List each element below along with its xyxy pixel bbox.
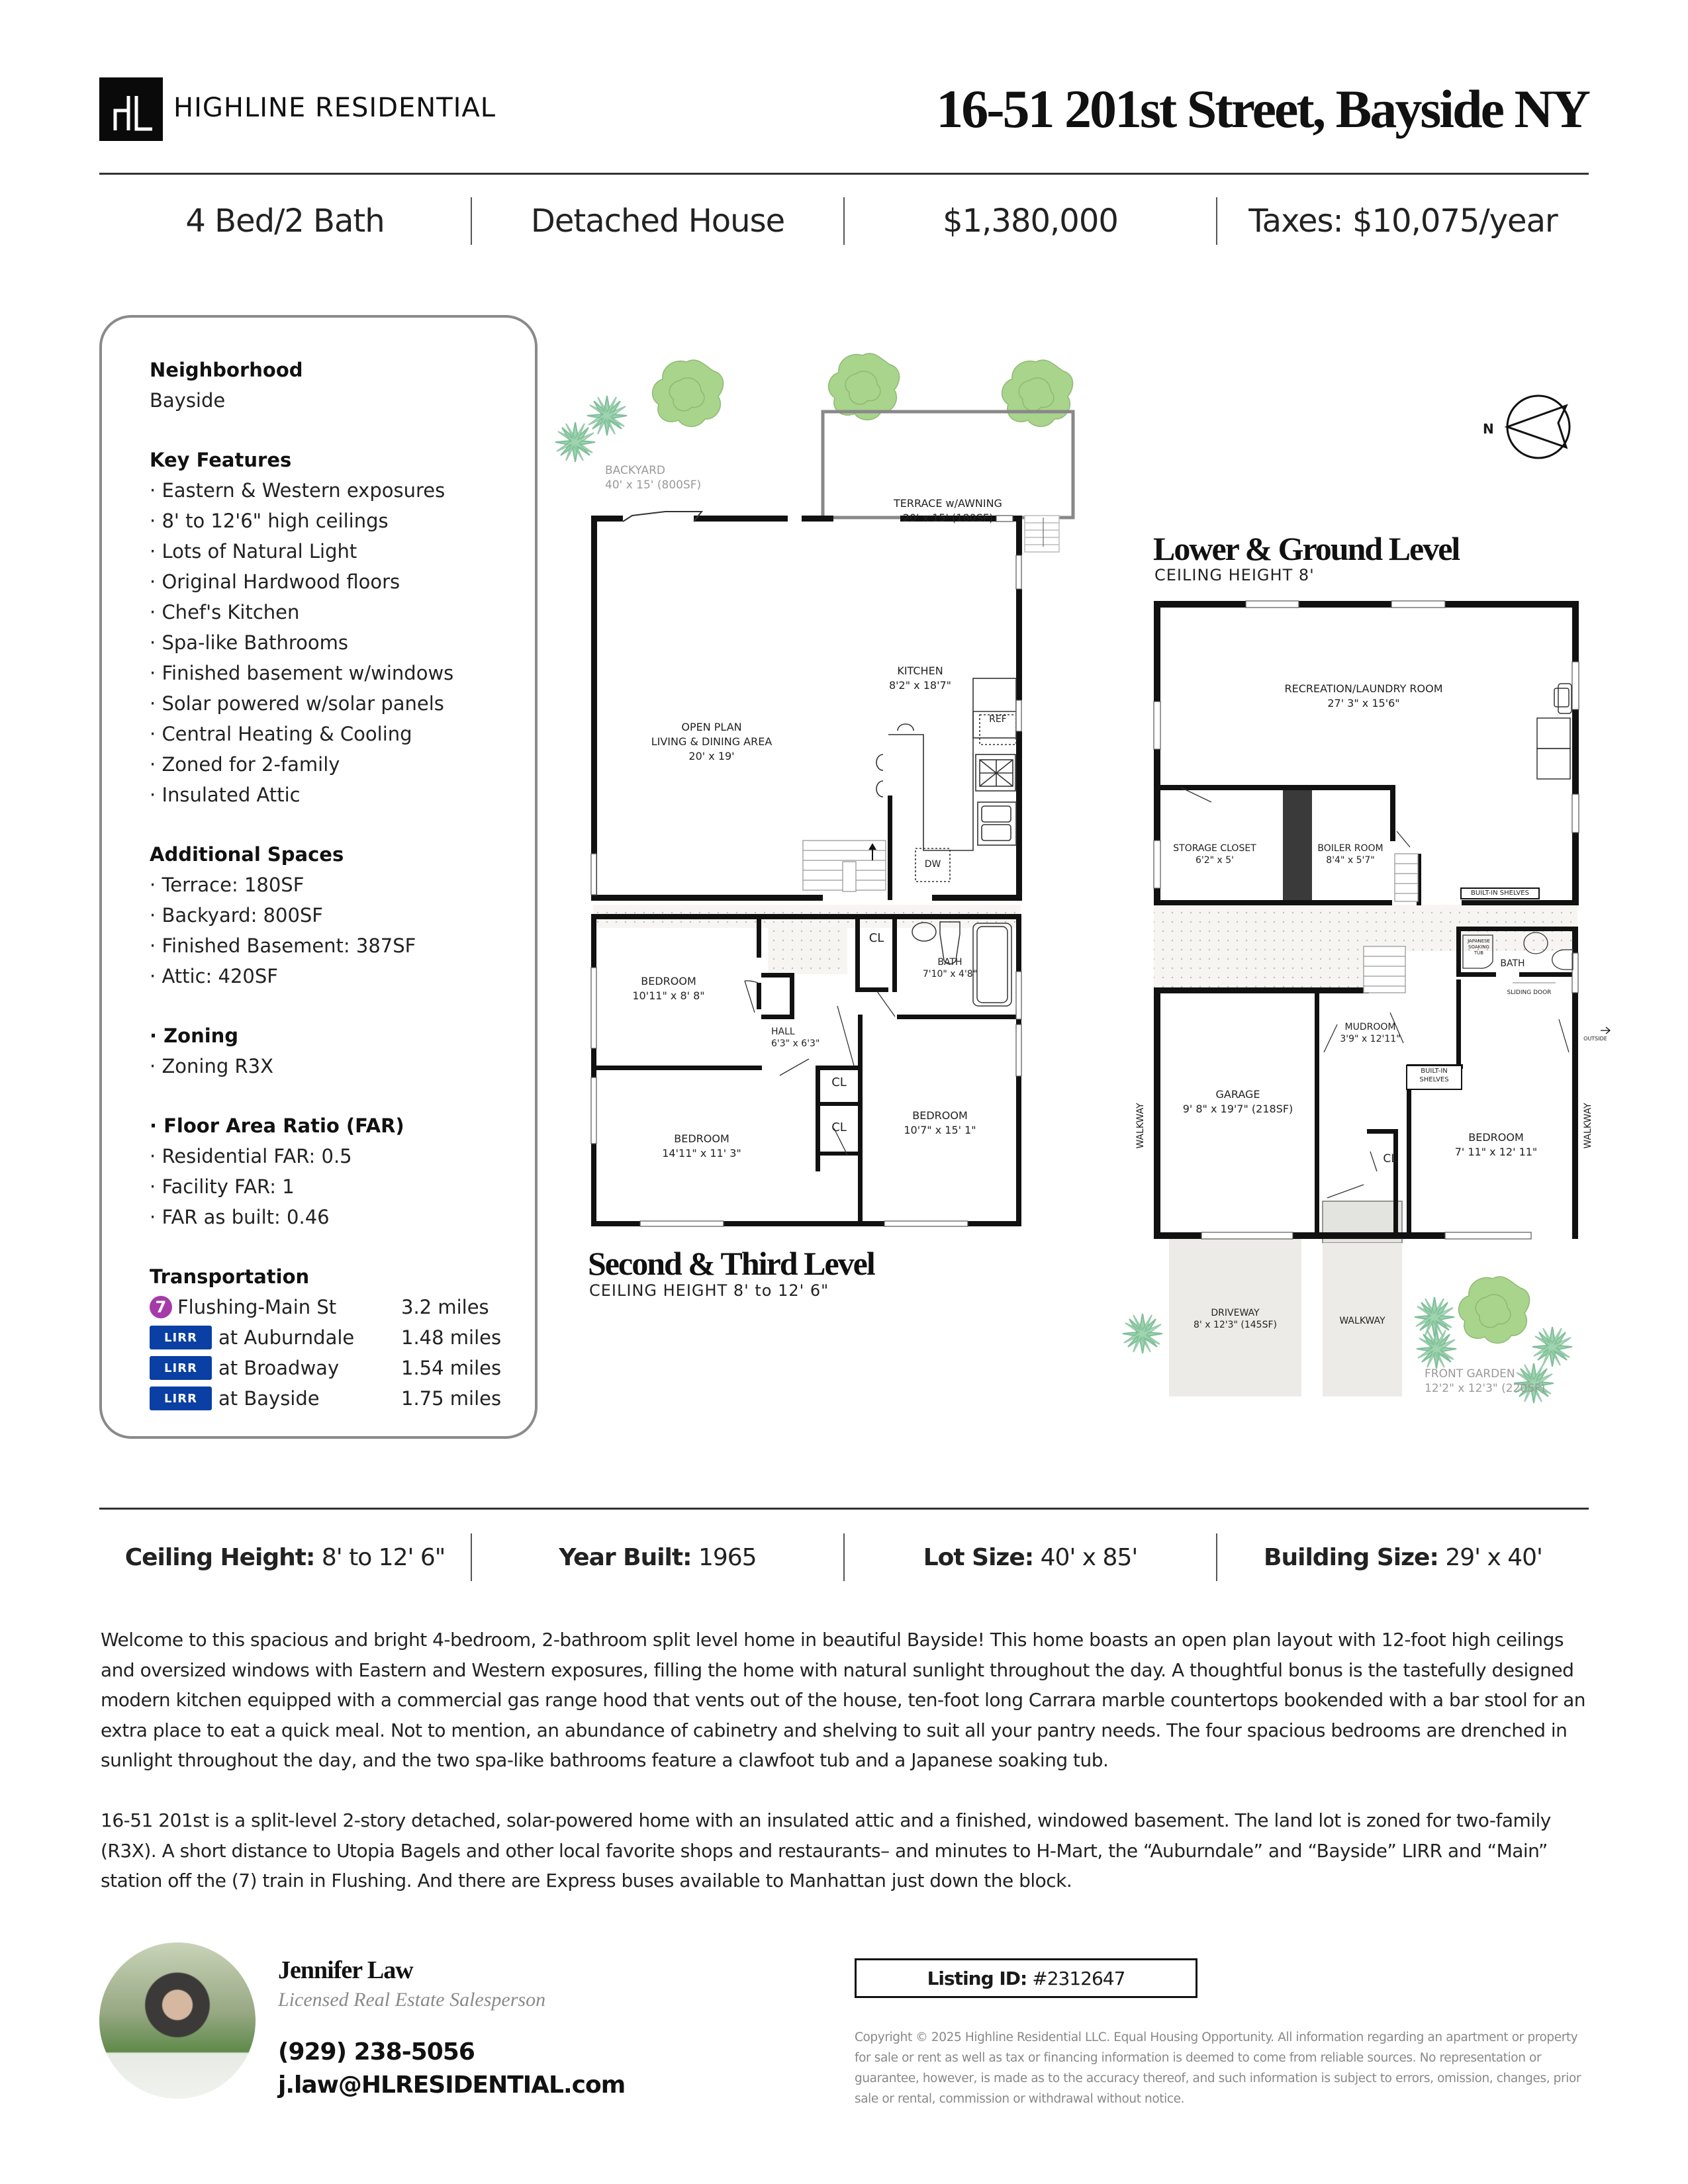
list-item: · Lots of Natural Light [150,540,357,563]
bedroom-label: BEDROOM 10'11" x 8' 8" [632,975,705,1002]
transit-row: LIRR at Auburndale 1.48 miles [150,1322,520,1353]
bedroom-label: BEDROOM 7' 11" x 12' 11" [1454,1131,1538,1158]
backyard-label: BACKYARD 40' x 15' (800SF) [605,464,702,492]
garage-label: GARAGE 9' 8" x 19'7" (218SF) [1182,1088,1293,1115]
recreation-laundry-label: RECREATION/LAUNDRY ROOM 27' 3" x 15'6" [1284,682,1443,709]
list-item: · Zoned for 2-family [150,753,340,776]
sliding-door-label: SLIDING DOOR [1507,989,1552,996]
dishwasher-label: DW [924,859,941,870]
beds-baths: 4 Bed/2 Bath [185,203,385,240]
list-item: · Solar powered w/solar panels [150,692,444,715]
closet-label: CL [831,1075,847,1089]
lower-level-title: Lower & Ground Level [1153,530,1460,567]
closet-label: CL [831,1120,847,1134]
japanese-tub-label: JAPANESE SOAKING TUB [1468,938,1490,956]
upper-level-ceiling: CEILING HEIGHT 8' to 12' 6" [589,1281,829,1300]
far-heading: · Floor Area Ratio (FAR) [150,1115,404,1137]
list-item: · Terrace: 180SF [150,874,305,896]
shrub-icon [1532,1327,1572,1367]
ceiling-height: Ceiling Height: 8' to 12' 6" [124,1543,445,1571]
list-item: · Original Hardwood floors [150,570,400,593]
neighborhood-heading: Neighborhood [150,359,303,381]
boiler-room-label: BOILER ROOM 8'4" x 5'7" [1317,843,1383,866]
subway-7-icon: 7 [150,1296,172,1318]
zoning-heading: · Zoning [150,1024,239,1047]
agent-avatar [99,1942,256,2099]
list-item: · Attic: 420SF [150,965,278,987]
storage-closet-label: STORAGE CLOSET 6'2" x 5' [1173,843,1256,866]
list-item: · Finished Basement: 387SF [150,934,416,957]
price: $1,380,000 [943,203,1118,240]
bedroom-label: BEDROOM 14'11" x 11' 3" [662,1132,741,1160]
bath-label: BATH [1500,958,1525,969]
list-item: · Spa-like Bathrooms [150,631,348,654]
tree-icon [1002,360,1073,426]
transit-distance: 1.54 miles [401,1357,502,1379]
north-label: N [1483,421,1494,437]
refrigerator-label: REF [989,714,1007,725]
driveway-label: DRIVEWAY 8' x 12'3" (145SF) [1194,1308,1277,1330]
description-paragraph-2: 16-51 201st is a split-level 2-story detached, solar-powered home with an insulated attic and a finished, windowed basement. The land lot is zoned for two-family (R3X). A short distance to Utopia Bagels and other local favorite shops and restaurants– and minutes to H-Mart, the “Auburndale” and “Bayside” LIRR and “Main” station off the (7) train in Flushing. And there are Express buses available to Manhattan just down the block. [101,1809,1551,1891]
shrub-icon [587,396,627,435]
listing-id-label: Listing ID: [927,1967,1027,1989]
year-built: Year Built: 1965 [559,1543,757,1571]
list-item: · Eastern & Western exposures [150,479,445,502]
neighborhood-value: Bayside [150,389,226,412]
disclaimer-text: Copyright © 2025 Highline Residential LLC. Equal Housing Opportunity. All information regarding an apartment or property for sale or rent as well as tax or financing information is deemed to come from reliable sources. No representation or guarantee, however, is made as to the accuracy thereof, and such information is subject to errors, omission, changes, prior sale or rental, commission or withdrawal without notice. [855,2030,1581,2106]
terrace-label: TERRACE w/AWNING 20' x 15' (180SF) [894,497,1002,524]
front-garden-label: FRONT GARDEN 12'2" x 12'3" (220SF) [1425,1367,1546,1395]
mudroom-label: MUDROOM 3'9" x 12'11" [1340,1022,1401,1044]
walkway-front-label: WALKWAY [1339,1316,1385,1326]
walkway-right-label: WALKWAY [1583,1103,1593,1149]
bath-label: BATH 7'10" x 4'8" [922,957,978,979]
transit-row: LIRR at Bayside 1.75 miles [150,1383,520,1414]
key-features-heading: Key Features [150,449,292,471]
north-arrow-icon [1507,396,1570,458]
list-item: · Zoning R3X [150,1055,273,1077]
list-item: · Insulated Attic [150,784,301,806]
agent-title: Licensed Real Estate Salesperson [278,1989,546,2011]
listing-id-value: #2312647 [1032,1967,1125,1989]
built-in-shelves-label: BUILT-IN SHELVES [1471,889,1529,897]
transit-distance: 3.2 miles [401,1296,489,1318]
list-item: · Finished basement w/windows [150,662,454,684]
built-in-shelves-label: BUILT-IN SHELVES [1419,1068,1449,1083]
lot-size: Lot Size: 40' x 85' [923,1543,1138,1571]
property-address: 16-51 201st Street, Bayside NY [936,79,1589,139]
details-bar [99,1534,1589,1580]
shrub-icon [555,422,595,462]
transit-row: LIRR at Broadway 1.54 miles [150,1353,520,1383]
description-paragraph-1: Welcome to this spacious and bright 4-bedroom, 2-bathroom split level home in beautiful Bayside! This home boasts an open plan layout with 12-foot high ceilings and oversized windows with Eastern and Western exposures, filling the home with natural sunlight throughout the day. A thoughtful bonus is the tastefully designed modern kitchen equipped with a commercial gas range hood that vents out of the house, ten-foot long Carrara marble countertops bookended with a bar stool for an extra place to eat a quick meal. Not to mention, an abundance of cabinetry and shelving to suit all your pantry needs. The four spacious bedrooms are drenched in sunlight throughout the day, and the two spa-like bathrooms feature a clawfoot tub and a Japanese soaking tub. [101,1629,1586,1771]
list-item: · 8' to 12'6" high ceilings [150,510,389,532]
brand-name: HIGHLINE RESIDENTIAL [173,93,496,123]
transit-distance: 1.75 miles [401,1387,502,1410]
list-item: · Central Heating & Cooling [150,723,412,745]
additional-spaces-heading: Additional Spaces [150,843,344,866]
shrub-icon [1123,1314,1162,1353]
lirr-icon: LIRR [150,1326,212,1349]
building-size: Building Size: 29' x 40' [1264,1543,1542,1571]
bedroom-label: BEDROOM 10'7" x 15' 1" [904,1109,976,1136]
tree-icon [1459,1277,1530,1343]
kitchen-label: KITCHEN 8'2" x 18'7" [888,664,952,692]
transit-distance: 1.48 miles [401,1326,502,1349]
list-item: · FAR as built: 0.46 [150,1206,330,1228]
hall-label: HALL 6'3" x 6'3" [771,1026,820,1049]
closet-label: CL [868,931,884,945]
agent-name: Jennifer Law [278,1956,413,1984]
agent-email-link[interactable]: j.law@HLRESIDENTIAL.com [278,2071,626,2099]
transit-row: 7 Flushing-Main St 3.2 miles [150,1292,520,1322]
agent-phone-link[interactable]: (929) 238-5056 [278,2038,475,2066]
transportation-heading: Transportation [150,1265,310,1288]
property-type: Detached House [530,203,785,240]
walkway-left-label: WALKWAY [1135,1103,1146,1149]
list-item: · Facility FAR: 1 [150,1175,295,1198]
upper-level-title: Second & Third Level [588,1245,874,1282]
lirr-icon: LIRR [150,1356,212,1380]
lirr-icon: LIRR [150,1387,212,1410]
list-item: · Residential FAR: 0.5 [150,1145,352,1167]
shrub-icon [1417,1329,1456,1369]
tree-icon [653,360,724,426]
details-divider [99,1508,1589,1510]
taxes: Taxes: $10,075/year [1248,203,1558,240]
list-item: · Backyard: 800SF [150,904,323,927]
tree-icon [829,353,900,420]
outside-label: OUTSIDE [1583,1036,1607,1042]
listing-id-box [855,1958,1197,1998]
shrub-icon [1415,1297,1454,1337]
closet-label: CL [1383,1152,1397,1165]
living-dining-label: OPEN PLAN LIVING & DINING AREA 20' x 19' [651,721,773,762]
lower-level-ceiling: CEILING HEIGHT 8' [1154,566,1315,584]
list-item: · Chef's Kitchen [150,601,300,623]
